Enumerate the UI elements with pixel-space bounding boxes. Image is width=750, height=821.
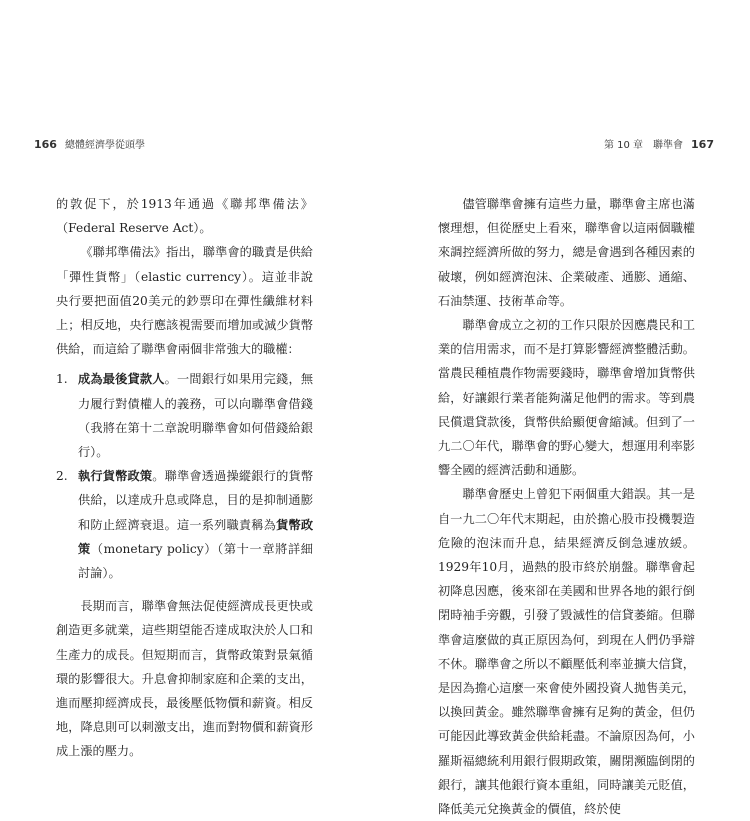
page-number-right: 167 xyxy=(691,138,714,151)
header-right xyxy=(604,136,714,151)
left-page xyxy=(56,192,313,764)
right-page xyxy=(438,192,695,821)
list-item xyxy=(56,464,313,585)
list-item-text: 。一間銀行如果用完錢，無力履行對債權人的義務，可以向聯準會借錢（我將在第十二章說明聯準會如何借錢給銀行）。 xyxy=(78,372,314,460)
left-paragraph-3: 長期而言，聯準會無法促使經濟成長更快或創造更多就業，這些期望能否達成取決於人口和生產力的成長。但短期而言，貨幣政策對景氣循環的影響很大。升息會抑制家庭和企業的支出，進而壓抑經濟成長，最後壓低物價和薪資。相反地，降息則可以刺激支出，進而對物價和薪資形成上漲的壓力。 xyxy=(56,599,313,759)
page-number-left: 166 xyxy=(34,138,57,151)
left-paragraph-2: 《聯邦準備法》指出，聯準會的職責是供給「彈性貨幣」（elastic currency）。這並非說央行要把面值20美元的鈔票印在彈性纖維材料上；相反地，央行應該視需要而增加或減少貨幣供給，而這給了聯準會兩個非常強大的職權： xyxy=(56,245,313,357)
list-item xyxy=(56,367,313,464)
list-item-body xyxy=(78,464,313,585)
list-item-body xyxy=(78,367,313,464)
list-item-number: 2. xyxy=(56,469,68,484)
lender-of-last-resort-term: 成為最後貸款人 xyxy=(78,372,165,387)
monetary-policy-term-2: 貨幣政策 xyxy=(78,517,314,556)
chapter-title: 第 10 章 聯準會 xyxy=(603,140,684,151)
list-item-text: （monetary policy）（第十一章將詳細討論）。 xyxy=(78,541,313,581)
fed-powers-list xyxy=(56,367,313,585)
monetary-policy-term: 執行貨幣政策 xyxy=(78,469,153,484)
right-paragraph-1: 儘管聯準會擁有這些力量，聯準會主席也滿懷理想，但從歷史上看來，聯準會以這兩個職權來調控經濟所做的努力，總是會遇到各種因素的破壞，例如經濟泡沫、企業破產、通膨、通縮、石油禁運、技術革命等。 xyxy=(438,197,695,308)
right-paragraph-3: 聯準會歷史上曾犯下兩個重大錯誤。其一是自一九二〇年代末期起，由於擔心股市投機製造危險的泡沫而升息，結果經濟反倒急遽放緩。1929年10月，過熱的股市終於崩盤。聯準會起初降息因應，後來卻在美國和世界各地的銀行倒閉時袖手旁觀，引發了毀滅性的信貸萎縮。但聯準會這麼做的真正原因為何，到現在人們仍爭辯不休。聯準會之所以不顧壓低利率並擴大信貸，是因為擔心這麼一來會使外國投資人拋售美元，以換回黃金。雖然聯準會擁有足夠的黃金，但仍可能因此導致黃金供給耗盡。不論原因為何，小羅斯福總統利用銀行假期政策，關閉瀕臨倒閉的銀行，讓其他銀行資本重組，同時讓美元貶值，降低美元兌換黃金的價值，終於使 xyxy=(438,487,695,817)
right-paragraph-2: 聯準會成立之初的工作只限於因應農民和工業的信用需求，而不是打算影響經濟整體活動。當農民種植農作物需要錢時，聯準會增加貨幣供給，好讓銀行業者能夠滿足他們的需求。等到農民償還貸款後，貨幣供給顯便會縮減。但到了一九二〇年代，聯準會的野心變大，想運用利率影響全國的經濟活動和通膨。 xyxy=(438,318,695,478)
book-title: 總體經濟學從頭學 xyxy=(64,140,145,151)
list-item-number: 1. xyxy=(56,372,68,387)
left-paragraph-1: 的敦促下，於1913年通過《聯邦準備法》（Federal Reserve Act）。 xyxy=(56,197,313,236)
header-left xyxy=(34,136,145,151)
list-item-text: 。聯準會透過操縱銀行的貨幣供給，以達成升息或降息，目的是抑制通膨和防止經濟衰退。這一系列職責稱為 xyxy=(78,469,314,532)
